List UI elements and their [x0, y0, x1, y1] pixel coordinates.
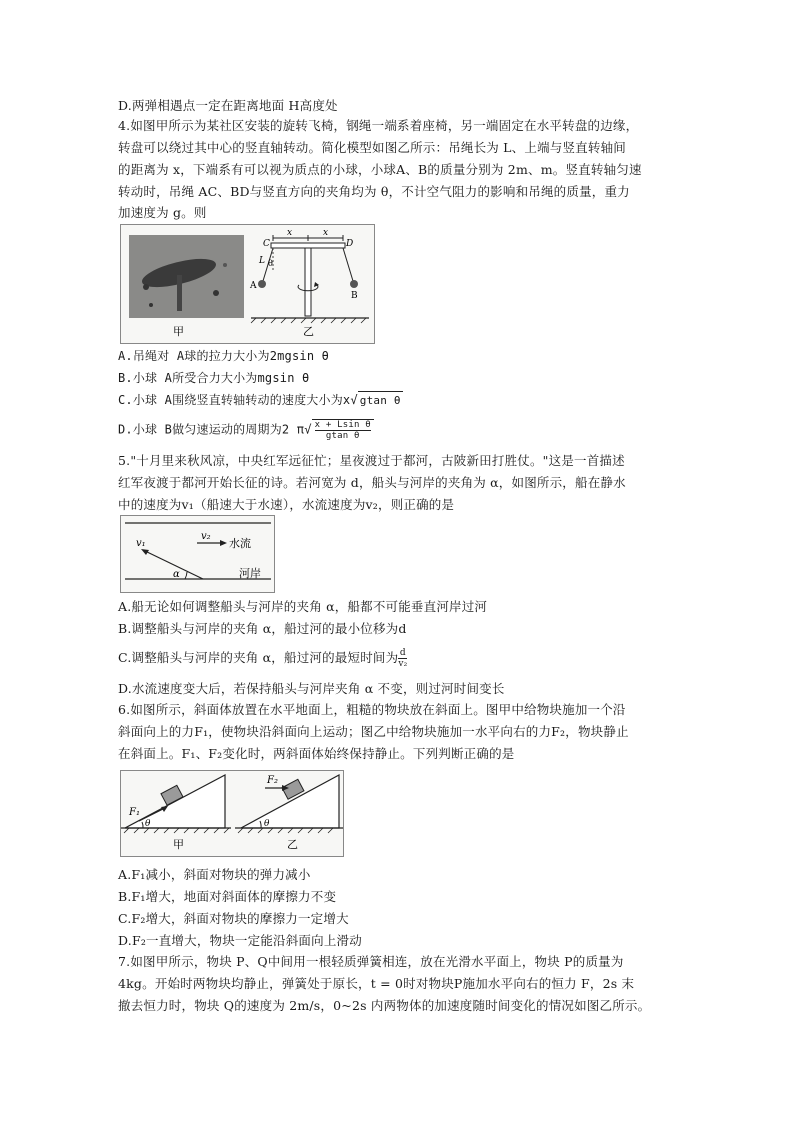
fig-label-a: A [250, 281, 257, 291]
q7-stem-line: 撤去恒力时，物块 Q的速度为 2m/s，0~2s 内两物体的加速度随时间变化的情况如图乙所示。 [118, 998, 651, 1013]
fraction-denominator: gtan θ [325, 431, 360, 441]
fig-label-jia: 甲 [173, 325, 184, 338]
q6-option-a: A.F₁减小，斜面对物块的弹力减小 [118, 867, 311, 882]
q4-option-c-text: C.小球 A围绕竖直转轴转动的速度大小为x [118, 393, 351, 407]
fraction-denominator: v₂ [398, 659, 408, 669]
fig-label-jia: 甲 [173, 838, 184, 851]
q6-option-b: B.F₁增大，地面对斜面体的摩擦力不变 [118, 889, 337, 904]
fig-label-flow: 水流 [229, 537, 251, 550]
fig-label-alpha: α [173, 569, 180, 580]
q5-figure-svg [121, 516, 274, 592]
fig-label-theta: θ [145, 819, 151, 829]
q4-stem-line: 的距离为 x，下端系有可以视为质点的小球，小球A、B的质量分别为 2m、m。竖直转轴匀速 [118, 162, 642, 177]
q6-stem-line: 6.如图所示，斜面体放置在水平地面上，粗糙的物块放在斜面上。图甲中给物块施加一个沿 [118, 702, 626, 717]
fig-label-f2: F₂ [267, 775, 278, 786]
q4-figure-svg [121, 225, 374, 343]
q7-stem-line: 4kg。开始时两物块均静止，弹簧处于原长，t = 0时对物块P施加水平向右的恒力 F，2s 末 [118, 976, 635, 991]
q4-option-c [118, 391, 403, 410]
fig-label-l: L [259, 256, 265, 266]
q5-option-c [118, 648, 407, 669]
q6-stem-line: 斜面向上的力F₁，使物块沿斜面向上运动；图乙中给物块施加一水平向右的力F₂，物块静止 [118, 724, 629, 739]
fig-label-c: C [263, 239, 270, 249]
q5-option-b: B.调整船头与河岸的夹角 α，船过河的最小位移为d [118, 621, 407, 636]
q5-option-a: A.船无论如何调整船头与河岸的夹角 α，船都不可能垂直河岸过河 [118, 599, 488, 614]
q6-option-c: C.F₂增大，斜面对物块的摩擦力一定增大 [118, 911, 349, 926]
q3-option-d: D.两弹相遇点一定在距离地面 H高度处 [118, 98, 338, 113]
sqrt-sign: √ [304, 422, 312, 437]
fig-label-x: x [323, 228, 329, 238]
fig-label-yi: 乙 [303, 325, 314, 338]
fig-label-bank: 河岸 [239, 567, 261, 580]
q4-stem-line: 4.如图甲所示为某社区安装的旋转飞椅，钢绳一端系着座椅，另一端固定在水平转盘的边缘， [118, 118, 639, 133]
q5-option-c-text: C.调整船头与河岸的夹角 α，船过河的最短时间为 [118, 650, 399, 665]
fig-label-f1: F₁ [129, 807, 140, 818]
q4-figure [120, 224, 375, 344]
q4-option-c-radicand: gtan θ [358, 391, 403, 410]
fig-label-theta: θ [268, 259, 273, 268]
fig-label-x: x [287, 228, 293, 238]
q5-stem-line: 红军夜渡于都河开始长征的诗。若河宽为 d，船头与河岸的夹角为 α，如图所示，船在静水 [118, 475, 626, 490]
fig-label-d: D [346, 239, 354, 249]
fig-label-theta: θ [264, 819, 270, 829]
q4-option-a: A.吊绳对 A球的拉力大小为2mgsin θ [118, 349, 330, 363]
q4-option-d [118, 419, 374, 441]
q4-stem-line: 加速度为 g。则 [118, 205, 207, 220]
q5-figure [120, 515, 275, 593]
fraction-numerator: x + Lsin θ [314, 420, 371, 430]
q4-stem-line: 转盘可以绕过其中心的竖直轴转动。简化模型如图乙所示：吊绳长为 L、上端与竖直转轴间 [118, 140, 626, 155]
q5-stem-line: 5."十月里来秋风凉，中央红军远征忙；星夜渡过于都河，古陂新田打胜仗。"这是一首描述 [118, 453, 625, 468]
fig-label-v2: v₂ [201, 531, 211, 542]
q6-figure-svg [121, 771, 343, 856]
q5-stem-line: 中的速度为v₁（船速大于水速），水流速度为v₂，则正确的是 [118, 497, 455, 512]
q6-stem-line: 在斜面上。F₁、F₂变化时，两斜面体始终保持静止。下列判断正确的是 [118, 746, 515, 761]
q5-option-d: D.水流速度变大后，若保持船头与河岸夹角 α 不变，则过河时间变长 [118, 681, 505, 696]
q4-option-d-fraction [312, 419, 374, 441]
fraction-numerator: d [399, 648, 406, 658]
q4-option-b: B.小球 A所受合力大小为mgsin θ [118, 371, 310, 385]
q4-option-d-text: D.小球 B做匀速运动的周期为2 π [118, 422, 305, 437]
q6-figure [120, 770, 344, 857]
sqrt-sign: √ [350, 393, 358, 407]
q4-stem-line: 转动时，吊绳 AC、BD与竖直方向的夹角均为 θ，不计空气阻力的影响和吊绳的质量，重力 [118, 184, 630, 199]
fig-label-b: B [351, 291, 358, 301]
fig-label-yi: 乙 [287, 838, 298, 851]
q5-option-c-fraction [398, 648, 407, 669]
q6-option-d: D.F₂一直增大，物块一定能沿斜面向上滑动 [118, 933, 362, 948]
q7-stem-line: 7.如图甲所示，物块 P、Q中间用一根轻质弹簧相连，放在光滑水平面上，物块 P的质量为 [118, 954, 624, 969]
fig-label-v1: v₁ [136, 538, 146, 549]
